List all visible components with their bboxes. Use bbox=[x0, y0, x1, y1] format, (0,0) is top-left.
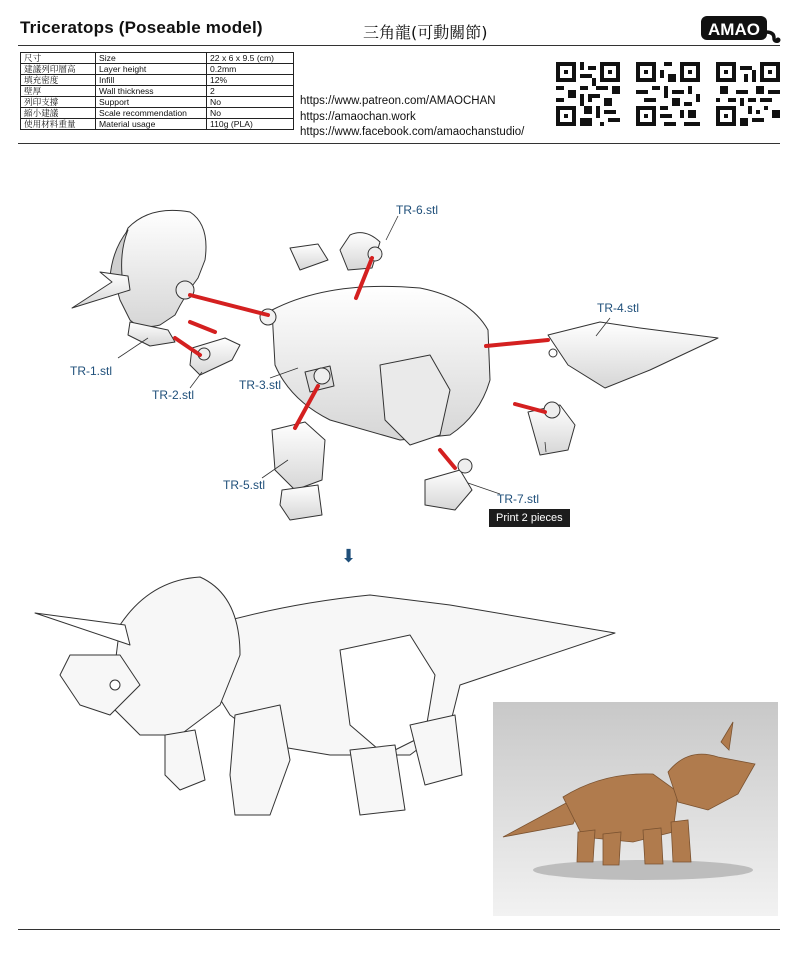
footer-rule bbox=[18, 929, 780, 930]
spec-en: Scale recommendation bbox=[96, 108, 207, 119]
spec-en: Layer height bbox=[96, 64, 207, 75]
patreon-qr-icon[interactable] bbox=[556, 62, 620, 126]
part-tr1-head bbox=[72, 210, 206, 346]
spec-value: 2 bbox=[207, 86, 294, 97]
spec-cn: 縮小建議 bbox=[21, 108, 96, 119]
logo-text: AMAO bbox=[708, 20, 760, 39]
label-tr1: TR-1.stl bbox=[70, 364, 112, 378]
spec-cn: 使用材料重量 bbox=[21, 119, 96, 130]
part-tr3-body bbox=[260, 286, 490, 445]
spec-value: 12% bbox=[207, 75, 294, 86]
page-title: Triceratops (Poseable model) bbox=[20, 18, 263, 37]
link-list bbox=[300, 94, 524, 141]
patreon-link[interactable]: https://www.patreon.com/AMAOCHAN bbox=[300, 95, 496, 107]
spec-en: Wall thickness bbox=[96, 86, 207, 97]
label-tr4: TR-4.stl bbox=[597, 301, 639, 315]
label-tr3: TR-3.stl bbox=[239, 378, 281, 392]
spec-row bbox=[21, 119, 294, 130]
spec-value: No bbox=[207, 97, 294, 108]
label-tr7: TR-7.stl bbox=[497, 492, 539, 506]
spec-cn: 壁厚 bbox=[21, 86, 96, 97]
spec-table bbox=[20, 52, 294, 130]
label-tr6: TR-6.stl bbox=[396, 203, 438, 217]
page-title-chinese: 三角龍(可動關節) bbox=[363, 23, 488, 42]
printed-model-photo bbox=[493, 702, 778, 916]
spec-cn: 尺寸 bbox=[21, 53, 96, 64]
label-tr2: TR-2.stl bbox=[152, 388, 194, 402]
spec-row bbox=[21, 86, 294, 97]
spec-cn: 列印支撐 bbox=[21, 97, 96, 108]
arrow-down-icon: ⬇ bbox=[341, 546, 357, 566]
spec-value: 22 x 6 x 9.5 (cm) bbox=[207, 53, 294, 64]
spec-cn: 建議列印層高 bbox=[21, 64, 96, 75]
info-rule bbox=[18, 143, 780, 144]
spec-row bbox=[21, 64, 294, 75]
header-rule bbox=[18, 45, 780, 46]
spec-value: No bbox=[207, 108, 294, 119]
print-quantity-badge: Print 2 pieces bbox=[489, 509, 570, 527]
spec-row bbox=[21, 75, 294, 86]
spec-row bbox=[21, 97, 294, 108]
spec-row bbox=[21, 53, 294, 64]
part-tr4-tail bbox=[548, 322, 718, 388]
spec-en: Infill bbox=[96, 75, 207, 86]
amao-logo bbox=[700, 14, 782, 44]
label-tr5: TR-5.stl bbox=[223, 478, 265, 492]
facebook-link[interactable]: https://www.facebook.com/amaochanstudio/ bbox=[300, 126, 525, 138]
spec-cn: 填充密度 bbox=[21, 75, 96, 86]
website-link[interactable]: https://amaochan.work bbox=[300, 110, 416, 123]
spec-en: Support bbox=[96, 97, 207, 108]
facebook-qr-icon[interactable] bbox=[716, 62, 780, 126]
part-tr2-jaw bbox=[190, 338, 240, 375]
spec-value: 110g (PLA) bbox=[207, 119, 294, 130]
spec-value: 0.2mm bbox=[207, 64, 294, 75]
website-qr-icon[interactable] bbox=[636, 62, 700, 126]
spec-row bbox=[21, 108, 294, 119]
spec-en: Size bbox=[96, 53, 207, 64]
spec-en: Material usage bbox=[96, 119, 207, 130]
